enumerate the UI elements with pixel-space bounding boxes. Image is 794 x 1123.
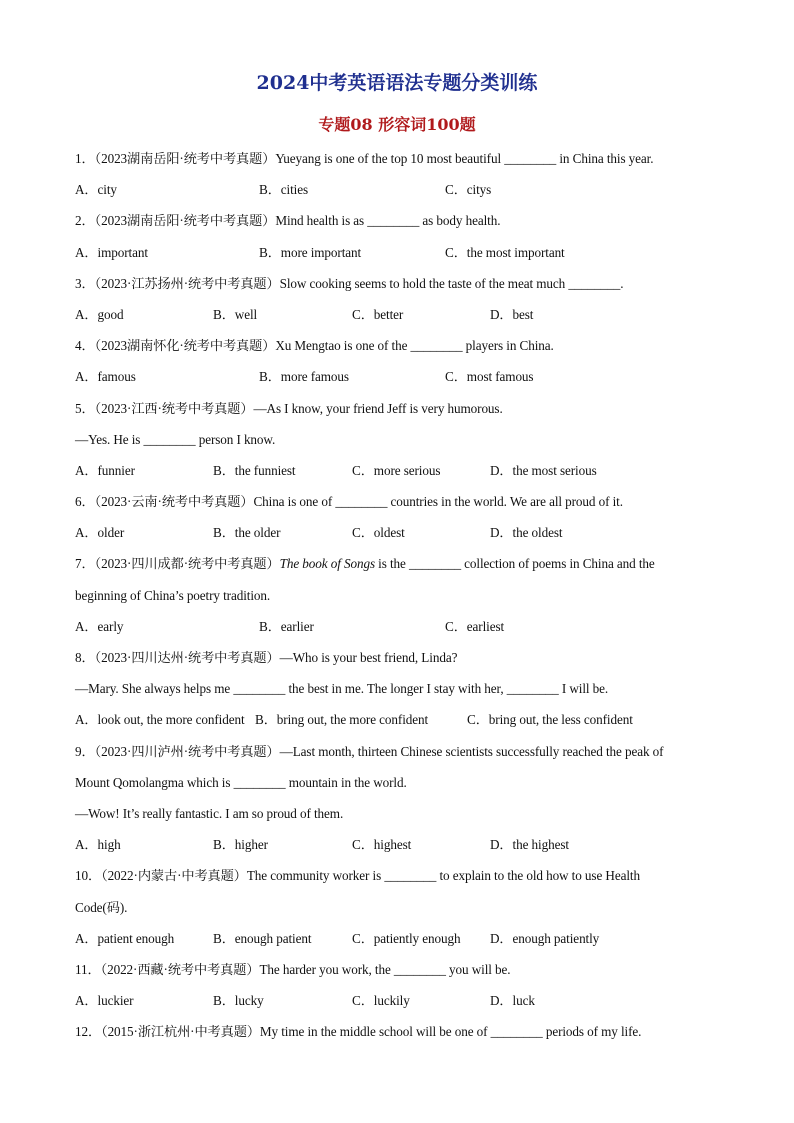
options-row xyxy=(75,304,725,335)
option-letter: A． xyxy=(75,618,98,634)
question-number: 2． xyxy=(75,213,95,229)
options-row xyxy=(75,709,725,740)
answer-blank[interactable]: ________ xyxy=(490,1024,543,1040)
option-a[interactable] xyxy=(75,304,124,326)
option-a[interactable] xyxy=(75,242,148,264)
option-a[interactable] xyxy=(75,709,245,731)
question-text: My time in the middle school will be one of xyxy=(259,1024,491,1040)
option-b[interactable] xyxy=(213,834,268,856)
options-row xyxy=(75,366,725,397)
question-line xyxy=(75,897,725,928)
option-letter: B． xyxy=(213,306,235,322)
option-b[interactable] xyxy=(213,304,257,326)
option-b[interactable] xyxy=(259,179,308,201)
option-text: bring out, the more confident xyxy=(276,712,429,728)
question-source: （2023·江苏扬州·统考中考真题） xyxy=(94,275,280,291)
question-source: （2023湖南岳阳·统考中考真题） xyxy=(94,213,276,229)
question-text: China is one of xyxy=(253,494,336,510)
question-text: countries in the world. We are all proud of it. xyxy=(387,494,623,510)
question-text: beginning of China’s poetry tradition. xyxy=(75,587,271,603)
question-text: person I know. xyxy=(195,431,276,447)
option-letter: B． xyxy=(259,182,281,198)
option-c[interactable] xyxy=(352,834,411,856)
question-source: （2023·四川达州·统考中考真题） xyxy=(94,650,280,665)
option-a[interactable] xyxy=(75,990,133,1012)
question-number: 8． xyxy=(75,650,95,665)
question-line xyxy=(75,803,725,834)
page-subtitle: 专题08 形容词100题 xyxy=(318,115,476,134)
option-letter: C． xyxy=(352,930,374,946)
option-letter: D． xyxy=(490,837,513,853)
option-text: earlier xyxy=(280,618,314,634)
answer-blank[interactable]: ________ xyxy=(568,275,621,291)
option-letter: C． xyxy=(352,993,374,1009)
option-c[interactable] xyxy=(445,366,533,388)
question-number: 9． xyxy=(75,743,95,759)
option-text: the highest xyxy=(512,837,569,853)
option-text: enough patiently xyxy=(512,930,600,946)
option-letter: B． xyxy=(259,618,281,634)
answer-blank[interactable]: ________ xyxy=(393,961,446,977)
question-text: the best in me. The longer I stay with her, xyxy=(285,681,507,697)
options-row xyxy=(75,242,725,273)
option-letter: B． xyxy=(213,930,235,946)
question-line xyxy=(75,491,725,522)
option-text: earliest xyxy=(466,618,505,634)
question-line xyxy=(75,741,725,772)
option-b[interactable] xyxy=(213,460,296,482)
option-b[interactable] xyxy=(259,366,349,388)
option-text: luckier xyxy=(97,993,134,1009)
question-text: Mind health is as xyxy=(275,213,368,229)
option-text: important xyxy=(97,244,148,260)
question-source: （2023·江西·统考中考真题） xyxy=(94,400,254,416)
option-letter: B． xyxy=(213,993,235,1009)
option-b[interactable] xyxy=(213,522,280,544)
option-letter: B． xyxy=(213,837,235,853)
question-source: （2022·内蒙古·中考真题） xyxy=(101,868,247,884)
book-title: The book of Songs xyxy=(279,556,375,572)
answer-blank[interactable]: ________ xyxy=(233,774,286,790)
question-source: （2023·云南·统考中考真题） xyxy=(94,494,254,510)
option-text: high xyxy=(97,837,121,853)
question-text: The community worker is xyxy=(246,868,385,884)
option-c[interactable] xyxy=(352,928,460,950)
option-letter: B． xyxy=(213,462,235,478)
question-line xyxy=(75,585,725,616)
option-letter: A． xyxy=(75,993,98,1009)
question-text: The harder you work, the xyxy=(259,961,394,977)
question-text: Code(码). xyxy=(75,899,128,915)
question-number: 4． xyxy=(75,338,95,354)
question-line xyxy=(75,210,725,241)
option-text: funnier xyxy=(97,462,135,478)
option-letter: B． xyxy=(259,244,281,260)
option-letter: B． xyxy=(213,525,235,541)
question-text: I will be. xyxy=(558,681,609,697)
option-text: early xyxy=(97,618,124,634)
option-text: the most important xyxy=(466,244,565,260)
question-list xyxy=(75,148,725,1052)
option-letter: D． xyxy=(490,930,513,946)
question-line xyxy=(75,429,725,460)
option-letter: A． xyxy=(75,462,98,478)
option-text: more famous xyxy=(280,369,349,385)
answer-blank[interactable]: ________ xyxy=(143,431,196,447)
question-source: （2023湖南岳阳·统考中考真题） xyxy=(94,151,276,166)
options-row xyxy=(75,928,725,959)
question-number: 10． xyxy=(75,868,102,884)
option-letter: A． xyxy=(75,306,98,322)
option-text: the older xyxy=(234,525,281,541)
option-text: patient enough xyxy=(97,930,175,946)
page-title: 2024中考英语语法专题分类训练 xyxy=(256,72,538,94)
option-letter: A． xyxy=(75,712,98,728)
option-c[interactable] xyxy=(352,522,405,544)
question-text: —Wow! It’s really fantastic. I am so proud of them. xyxy=(75,805,344,821)
question-text: collection of poems in China and the xyxy=(460,556,655,572)
option-c[interactable] xyxy=(467,709,633,731)
option-letter: A． xyxy=(75,182,98,198)
answer-blank[interactable]: ________ xyxy=(233,681,286,697)
option-text: city xyxy=(97,182,117,198)
option-letter: D． xyxy=(490,993,513,1009)
option-letter: B． xyxy=(259,369,281,385)
option-text: enough patient xyxy=(234,930,312,946)
option-letter: C． xyxy=(352,306,374,322)
option-b[interactable] xyxy=(259,242,361,264)
option-letter: A． xyxy=(75,930,98,946)
question-line xyxy=(75,148,725,179)
answer-blank[interactable]: ________ xyxy=(504,151,557,166)
question-line xyxy=(75,959,725,990)
question-line xyxy=(75,1021,725,1052)
option-d[interactable] xyxy=(490,304,533,326)
option-text: look out, the more confident xyxy=(97,712,245,728)
option-letter: C． xyxy=(352,837,374,853)
option-text: bring out, the less confident xyxy=(488,712,633,728)
question-text: Xu Mengtao is one of the xyxy=(275,338,411,354)
option-text: good xyxy=(97,306,124,322)
option-text: lucky xyxy=(234,993,264,1009)
question-text: to explain to the old how to use Health xyxy=(436,868,640,884)
question-text: Yueyang is one of the top 10 most beautiful xyxy=(275,151,505,166)
option-text: most famous xyxy=(466,369,534,385)
option-b[interactable] xyxy=(255,709,428,731)
option-letter: C． xyxy=(352,462,374,478)
question-number: 1． xyxy=(75,151,95,166)
option-text: best xyxy=(512,306,534,322)
option-letter: C． xyxy=(445,369,467,385)
option-text: the oldest xyxy=(512,525,563,541)
option-text: the most serious xyxy=(512,462,597,478)
answer-blank[interactable]: ________ xyxy=(408,556,461,572)
question-line xyxy=(75,553,725,584)
answer-blank[interactable]: ________ xyxy=(410,338,463,354)
option-c[interactable] xyxy=(352,460,440,482)
question-text: Mount Qomolangma which is xyxy=(75,774,234,790)
answer-blank[interactable]: ________ xyxy=(506,681,559,697)
option-text: citys xyxy=(466,182,492,198)
question-line xyxy=(75,335,725,366)
option-text: luckily xyxy=(373,993,410,1009)
question-text: players in China. xyxy=(462,338,554,354)
option-c[interactable] xyxy=(445,616,504,638)
option-text: well xyxy=(234,306,258,322)
answer-blank[interactable]: ________ xyxy=(384,868,437,884)
option-letter: D． xyxy=(490,462,513,478)
answer-blank[interactable]: ________ xyxy=(335,494,388,510)
options-row xyxy=(75,990,725,1021)
question-number: 5． xyxy=(75,400,95,416)
option-c[interactable] xyxy=(445,242,565,264)
question-number: 3． xyxy=(75,275,95,291)
option-text: luck xyxy=(512,993,535,1009)
option-a[interactable] xyxy=(75,179,117,201)
question-text: —Mary. She always helps me xyxy=(75,681,234,697)
options-row xyxy=(75,834,725,865)
option-text: cities xyxy=(280,182,309,198)
question-text: —Last month, thirteen Chinese scientists successfully reached the peak of xyxy=(279,743,664,759)
question-source: （2023湖南怀化·统考中考真题） xyxy=(94,338,276,354)
options-row xyxy=(75,522,725,553)
option-a[interactable] xyxy=(75,460,135,482)
option-text: famous xyxy=(97,369,136,385)
question-line xyxy=(75,398,725,429)
option-letter: D． xyxy=(490,525,513,541)
question-number: 11． xyxy=(75,961,101,977)
question-text: . xyxy=(620,275,624,291)
option-b[interactable] xyxy=(259,616,314,638)
question-text: as body health. xyxy=(419,213,501,229)
option-letter: A． xyxy=(75,525,98,541)
question-number: 6． xyxy=(75,494,95,510)
option-c[interactable] xyxy=(352,990,410,1012)
option-text: more serious xyxy=(373,462,441,478)
option-text: older xyxy=(97,525,125,541)
option-text: more important xyxy=(280,244,362,260)
options-row xyxy=(75,460,725,491)
question-line xyxy=(75,647,725,678)
option-letter: C． xyxy=(445,244,467,260)
question-text: —Who is your best friend, Linda? xyxy=(279,650,458,665)
option-d[interactable] xyxy=(490,928,599,950)
option-b[interactable] xyxy=(213,928,311,950)
option-a[interactable] xyxy=(75,928,174,950)
question-text: Slow cooking seems to hold the taste of the meat much xyxy=(279,275,569,291)
option-letter: C． xyxy=(445,618,467,634)
option-d[interactable] xyxy=(490,460,597,482)
question-line xyxy=(75,678,725,709)
option-text: better xyxy=(373,306,404,322)
question-text: —As I know, your friend Jeff is very humorous. xyxy=(253,400,503,416)
question-line xyxy=(75,273,725,304)
question-text: —Yes. He is xyxy=(75,431,144,447)
option-a[interactable] xyxy=(75,366,136,388)
option-text: highest xyxy=(373,837,412,853)
option-letter: D． xyxy=(490,306,513,322)
question-text: you will be. xyxy=(445,961,511,977)
question-source: （2015·浙江杭州·中考真题） xyxy=(101,1024,260,1040)
option-a[interactable] xyxy=(75,616,123,638)
question-line xyxy=(75,772,725,803)
option-letter: C． xyxy=(445,182,467,198)
option-a[interactable] xyxy=(75,834,121,856)
question-source: （2023·四川成都·统考中考真题） xyxy=(94,556,280,572)
option-d[interactable] xyxy=(490,990,535,1012)
question-text: is the xyxy=(374,556,409,572)
question-text: mountain in the world. xyxy=(285,774,407,790)
question-source: （2022·西藏·统考中考真题） xyxy=(100,961,260,977)
question-text: in China this year. xyxy=(556,151,654,166)
option-letter: C． xyxy=(467,712,489,728)
option-d[interactable] xyxy=(490,834,569,856)
question-source: （2023·四川泸州·统考中考真题） xyxy=(94,743,280,759)
option-text: patiently enough xyxy=(373,930,461,946)
option-c[interactable] xyxy=(352,304,403,326)
question-line xyxy=(75,865,725,896)
option-text: the funniest xyxy=(234,462,296,478)
option-letter: A． xyxy=(75,369,98,385)
option-letter: C． xyxy=(352,525,374,541)
option-b[interactable] xyxy=(213,990,264,1012)
option-letter: B． xyxy=(255,712,277,728)
option-letter: A． xyxy=(75,837,98,853)
question-number: 12． xyxy=(75,1024,102,1040)
option-letter: A． xyxy=(75,244,98,260)
option-text: oldest xyxy=(373,525,405,541)
question-number: 7． xyxy=(75,556,95,572)
answer-blank[interactable]: ________ xyxy=(367,213,420,229)
options-row xyxy=(75,179,725,210)
question-text: periods of my life. xyxy=(542,1024,642,1040)
options-row xyxy=(75,616,725,647)
option-d[interactable] xyxy=(490,522,562,544)
option-c[interactable] xyxy=(445,179,491,201)
option-text: higher xyxy=(234,837,268,853)
option-a[interactable] xyxy=(75,522,124,544)
